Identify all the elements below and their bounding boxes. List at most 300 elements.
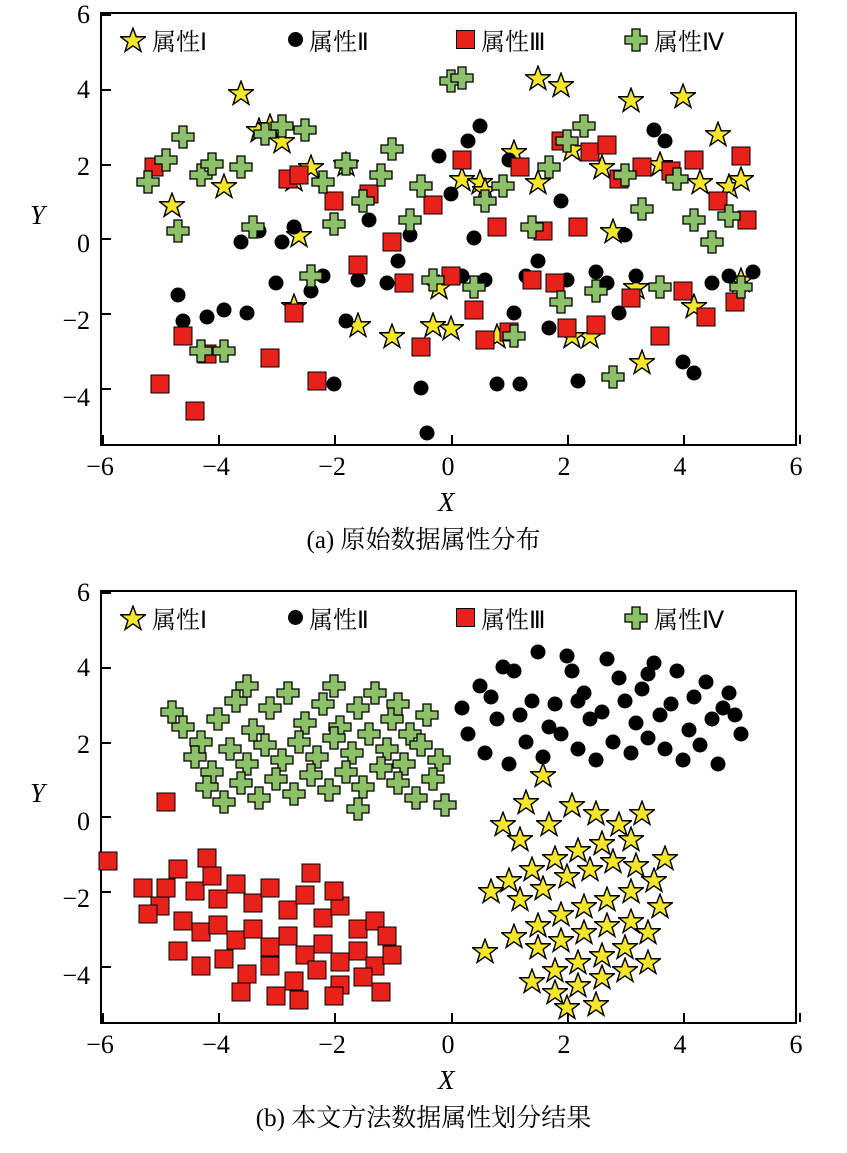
data-point-square xyxy=(313,934,332,953)
y-tick-m4-b: −4 xyxy=(62,961,90,990)
x-axis-label-a: X xyxy=(438,487,455,517)
data-point-square xyxy=(424,195,443,214)
data-point-cross xyxy=(398,208,422,232)
data-point-star xyxy=(525,65,551,91)
data-point-square xyxy=(348,919,367,938)
legend-a xyxy=(120,22,780,57)
data-point-circle xyxy=(524,693,539,708)
data-point-square xyxy=(209,915,228,934)
data-point-square xyxy=(284,972,303,991)
data-point-circle xyxy=(460,134,475,149)
cross-icon xyxy=(624,606,648,630)
data-point-circle xyxy=(536,749,551,764)
data-point-square xyxy=(307,371,326,390)
x-tick-mark xyxy=(683,1013,685,1022)
x-tick-4-a: 4 xyxy=(673,452,687,481)
x-tick-mark xyxy=(102,1013,104,1022)
x-tick-2-a: 2 xyxy=(557,452,571,481)
data-point-square xyxy=(191,923,210,942)
data-point-square xyxy=(325,987,344,1006)
data-point-square xyxy=(261,938,280,957)
data-point-circle xyxy=(391,253,406,268)
data-point-circle xyxy=(484,689,499,704)
y-tick-4-a: 4 xyxy=(77,75,90,104)
data-point-circle xyxy=(565,663,580,678)
data-point-cross xyxy=(491,174,515,198)
x-tick-4-b: 4 xyxy=(673,1030,687,1059)
x-tick-m4-a: −4 xyxy=(202,452,230,481)
y-tick-mark xyxy=(102,14,111,16)
data-point-square xyxy=(598,135,617,154)
data-point-square xyxy=(464,300,483,319)
data-point-square xyxy=(650,326,669,345)
data-point-star xyxy=(536,811,562,837)
data-point-cross xyxy=(613,163,637,187)
data-point-square xyxy=(290,990,309,1009)
data-point-circle xyxy=(629,268,644,283)
data-point-square xyxy=(226,874,245,893)
data-point-cross xyxy=(729,275,753,299)
data-point-circle xyxy=(687,366,702,381)
data-point-circle xyxy=(611,306,626,321)
data-point-star xyxy=(420,312,446,338)
data-point-star xyxy=(379,323,405,349)
data-point-square xyxy=(139,904,158,923)
data-point-circle xyxy=(170,287,185,302)
data-point-cross xyxy=(311,170,335,194)
x-tick-2-b: 2 xyxy=(557,1030,571,1059)
data-point-cross xyxy=(630,197,654,221)
data-point-circle xyxy=(681,723,696,738)
y-tick-mark xyxy=(102,816,111,818)
data-point-square xyxy=(586,315,605,334)
data-point-circle xyxy=(664,697,679,712)
data-point-square xyxy=(156,878,175,897)
data-point-circle xyxy=(704,712,719,727)
y-tick-mark xyxy=(102,388,111,390)
data-point-star xyxy=(159,192,185,218)
data-point-cross xyxy=(322,212,346,236)
plot-area-b xyxy=(100,590,797,1024)
data-point-circle xyxy=(530,253,545,268)
data-point-square xyxy=(453,150,472,169)
y-tick-mark xyxy=(102,238,111,240)
data-point-circle xyxy=(443,186,458,201)
x-tick-m2-a: −2 xyxy=(318,452,346,481)
data-point-square xyxy=(621,289,640,308)
data-point-square xyxy=(325,882,344,901)
data-point-star xyxy=(635,949,661,975)
data-point-cross xyxy=(241,215,265,239)
data-point-circle xyxy=(275,235,290,250)
data-point-square xyxy=(267,987,286,1006)
data-point-square xyxy=(412,337,431,356)
data-point-star xyxy=(618,87,644,113)
data-point-cross xyxy=(682,208,706,232)
data-point-circle xyxy=(420,426,435,441)
data-point-cross xyxy=(154,148,178,172)
y-tick-m2-a: −2 xyxy=(62,306,90,335)
data-point-square xyxy=(185,401,204,420)
data-point-cross xyxy=(136,170,160,194)
data-point-circle xyxy=(617,227,632,242)
data-point-cross xyxy=(200,152,224,176)
data-point-star xyxy=(530,875,556,901)
data-point-cross xyxy=(584,279,608,303)
data-point-cross xyxy=(293,118,317,142)
data-point-star xyxy=(583,800,609,826)
data-point-square xyxy=(168,942,187,961)
y-tick-mark xyxy=(102,313,111,315)
data-point-square xyxy=(325,192,344,211)
data-point-square xyxy=(226,930,245,949)
data-point-square xyxy=(238,964,257,983)
data-point-cross xyxy=(299,264,323,288)
data-point-square xyxy=(383,945,402,964)
x-tick-mark xyxy=(334,1013,336,1022)
data-point-cross xyxy=(346,797,370,821)
data-point-star xyxy=(652,845,678,871)
data-point-circle xyxy=(240,306,255,321)
data-point-circle xyxy=(722,686,737,701)
data-point-circle xyxy=(507,306,522,321)
data-point-square xyxy=(168,859,187,878)
data-point-cross xyxy=(462,275,486,299)
data-point-circle xyxy=(501,757,516,772)
caption-a: (a) 原始数据属性分布 xyxy=(306,527,541,554)
data-point-circle xyxy=(670,663,685,678)
data-point-square xyxy=(395,274,414,293)
data-point-star xyxy=(559,792,585,818)
data-point-square xyxy=(98,852,117,871)
data-point-circle xyxy=(362,212,377,227)
data-point-star xyxy=(629,800,655,826)
y-tick-mark xyxy=(102,667,111,669)
legend-item-star-b xyxy=(120,600,288,635)
square-icon xyxy=(456,608,475,627)
data-point-square xyxy=(278,927,297,946)
legend-item-circle-b xyxy=(288,600,456,635)
data-point-square xyxy=(487,218,506,237)
data-point-circle xyxy=(530,644,545,659)
data-point-circle xyxy=(728,708,743,723)
data-point-cross xyxy=(520,215,544,239)
data-point-square xyxy=(377,927,396,946)
data-point-cross xyxy=(450,66,474,90)
data-point-square xyxy=(214,949,233,968)
y-tick-6-b: 6 xyxy=(77,578,90,607)
data-point-circle xyxy=(559,648,574,663)
data-point-square xyxy=(197,848,216,867)
data-point-square xyxy=(557,319,576,338)
data-point-circle xyxy=(519,734,534,749)
data-point-circle xyxy=(687,689,702,704)
data-point-circle xyxy=(350,272,365,287)
data-point-square xyxy=(522,270,541,289)
y-axis-label-a: Y xyxy=(30,200,46,230)
data-point-star xyxy=(472,938,498,964)
data-point-star xyxy=(554,863,580,889)
legend-label-square-a: 属性Ⅲ xyxy=(481,30,546,56)
data-point-circle xyxy=(478,745,493,760)
data-point-star xyxy=(519,968,545,994)
data-point-circle xyxy=(553,727,568,742)
data-point-circle xyxy=(548,697,563,712)
data-point-circle xyxy=(269,276,284,291)
data-point-square xyxy=(731,147,750,166)
data-point-circle xyxy=(571,742,586,757)
star-icon xyxy=(120,605,146,631)
data-point-star xyxy=(670,83,696,109)
data-point-cross xyxy=(421,268,445,292)
data-point-square xyxy=(302,863,321,882)
data-point-star xyxy=(530,762,556,788)
data-point-cross xyxy=(601,365,625,389)
data-point-star xyxy=(513,789,539,815)
x-tick-m2-b: −2 xyxy=(318,1030,346,1059)
data-point-circle xyxy=(455,700,470,715)
data-point-circle xyxy=(658,134,673,149)
data-point-star xyxy=(577,856,603,882)
data-point-cross xyxy=(665,167,689,191)
data-point-cross xyxy=(212,339,236,363)
data-point-cross xyxy=(380,137,404,161)
legend-item-square-a xyxy=(456,22,624,57)
data-point-square xyxy=(296,886,315,905)
y-tick-m2-b: −2 xyxy=(62,884,90,913)
data-point-star xyxy=(635,919,661,945)
data-point-circle xyxy=(658,742,673,757)
data-point-circle xyxy=(286,220,301,235)
y-tick-mark xyxy=(102,742,111,744)
data-point-square xyxy=(673,281,692,300)
x-tick-mark xyxy=(218,1013,220,1022)
data-point-square xyxy=(278,901,297,920)
y-tick-mark xyxy=(102,966,111,968)
data-point-square xyxy=(307,960,326,979)
data-point-circle xyxy=(379,276,394,291)
x-tick-mark xyxy=(799,435,801,444)
y-tick-0-b: 0 xyxy=(77,807,90,836)
data-point-square xyxy=(290,165,309,184)
data-point-star xyxy=(507,886,533,912)
data-point-circle xyxy=(704,276,719,291)
x-tick-mark xyxy=(218,435,220,444)
data-point-circle xyxy=(553,194,568,209)
y-tick-2-a: 2 xyxy=(77,152,90,181)
legend-item-square-b xyxy=(456,600,624,635)
data-point-star xyxy=(501,923,527,949)
y-tick-6-a: 6 xyxy=(77,0,90,29)
cross-icon xyxy=(624,28,648,52)
data-point-square xyxy=(261,957,280,976)
y-tick-mark xyxy=(102,891,111,893)
data-point-square xyxy=(174,912,193,931)
data-point-star xyxy=(612,957,638,983)
y-tick-m4-a: −4 xyxy=(62,383,90,412)
x-tick-6-b: 6 xyxy=(789,1030,803,1059)
data-point-circle xyxy=(699,674,714,689)
data-point-circle xyxy=(582,712,597,727)
data-point-cross xyxy=(363,681,387,705)
data-point-circle xyxy=(327,377,342,392)
data-point-circle xyxy=(710,757,725,772)
data-point-square xyxy=(191,957,210,976)
data-point-circle xyxy=(617,693,632,708)
legend-label-star-b: 属性Ⅰ xyxy=(152,608,208,634)
x-tick-mark xyxy=(567,1013,569,1022)
legend-label-star-a: 属性Ⅰ xyxy=(152,30,208,56)
data-point-square xyxy=(580,143,599,162)
data-point-star xyxy=(618,878,644,904)
x-tick-mark xyxy=(567,435,569,444)
data-point-cross xyxy=(160,700,184,724)
data-point-cross xyxy=(502,324,526,348)
x-tick-mark xyxy=(102,435,104,444)
data-point-circle xyxy=(675,753,690,768)
data-point-cross xyxy=(415,703,439,727)
x-tick-mark xyxy=(683,435,685,444)
data-point-circle xyxy=(472,119,487,134)
data-point-circle xyxy=(611,671,626,686)
data-point-circle xyxy=(600,652,615,667)
legend-item-star-a xyxy=(120,22,288,57)
y-tick-mark xyxy=(102,89,111,91)
data-point-cross xyxy=(351,189,375,213)
data-point-cross xyxy=(369,163,393,187)
data-point-circle xyxy=(460,727,475,742)
data-point-square xyxy=(476,330,495,349)
data-point-square xyxy=(383,233,402,252)
data-point-circle xyxy=(338,313,353,328)
star-icon xyxy=(120,27,146,53)
data-point-circle xyxy=(489,377,504,392)
data-point-cross xyxy=(322,674,346,698)
x-tick-mark xyxy=(451,1013,453,1022)
data-point-cross xyxy=(166,219,190,243)
panel-a xyxy=(0,0,847,570)
legend-item-cross-b xyxy=(624,600,780,635)
data-point-circle xyxy=(414,381,429,396)
plot-area-a xyxy=(100,12,797,446)
data-point-square xyxy=(232,983,251,1002)
legend-b xyxy=(120,600,780,635)
data-point-square xyxy=(313,908,332,927)
data-point-cross xyxy=(700,230,724,254)
data-point-star xyxy=(228,80,254,106)
data-point-cross xyxy=(433,793,457,817)
data-point-circle xyxy=(733,727,748,742)
data-point-cross xyxy=(189,339,213,363)
data-point-star xyxy=(594,886,620,912)
data-point-cross xyxy=(409,174,433,198)
data-point-square xyxy=(331,953,350,972)
data-point-square xyxy=(185,882,204,901)
data-point-circle xyxy=(640,667,655,682)
data-point-square xyxy=(697,308,716,327)
x-tick-m6-a: −6 xyxy=(86,452,114,481)
data-point-cross xyxy=(537,155,561,179)
data-point-star xyxy=(641,867,667,893)
data-point-square xyxy=(261,878,280,897)
data-point-circle xyxy=(606,734,621,749)
data-point-square xyxy=(569,218,588,237)
data-point-square xyxy=(133,878,152,897)
data-point-circle xyxy=(635,682,650,697)
data-point-circle xyxy=(199,310,214,325)
data-point-circle xyxy=(571,693,586,708)
data-point-circle xyxy=(513,708,528,723)
data-point-square xyxy=(209,889,228,908)
legend-label-cross-b: 属性Ⅳ xyxy=(654,608,725,634)
legend-label-circle-b: 属性Ⅱ xyxy=(309,608,369,634)
legend-label-cross-a: 属性Ⅳ xyxy=(654,30,725,56)
x-tick-0-a: 0 xyxy=(441,452,455,481)
x-tick-6-a: 6 xyxy=(789,452,803,481)
y-tick-mark xyxy=(102,164,111,166)
data-point-circle xyxy=(216,302,231,317)
legend-item-cross-a xyxy=(624,22,780,57)
data-point-square xyxy=(348,255,367,274)
square-icon xyxy=(456,30,475,49)
data-point-cross xyxy=(229,155,253,179)
data-point-circle xyxy=(623,745,638,760)
data-point-square xyxy=(244,919,263,938)
y-tick-2-b: 2 xyxy=(77,730,90,759)
data-point-cross xyxy=(386,692,410,716)
data-point-star xyxy=(583,991,609,1017)
data-point-square xyxy=(156,792,175,811)
data-point-square xyxy=(203,867,222,886)
y-tick-0-a: 0 xyxy=(77,229,90,258)
data-point-circle xyxy=(652,708,667,723)
data-point-square xyxy=(261,349,280,368)
data-point-square xyxy=(348,942,367,961)
data-point-star xyxy=(600,848,626,874)
x-tick-m6-b: −6 xyxy=(86,1030,114,1059)
data-point-square xyxy=(284,304,303,323)
data-point-square xyxy=(371,983,390,1002)
legend-label-circle-a: 属性Ⅱ xyxy=(309,30,369,56)
circle-icon xyxy=(288,32,303,47)
y-tick-mark xyxy=(102,592,111,594)
caption-b: (b) 本文方法数据属性划分结果 xyxy=(255,1105,592,1132)
data-point-circle xyxy=(629,715,644,730)
x-tick-m4-b: −4 xyxy=(202,1030,230,1059)
data-point-cross xyxy=(717,204,741,228)
data-point-circle xyxy=(495,659,510,674)
data-point-cross xyxy=(276,681,300,705)
data-point-circle xyxy=(466,231,481,246)
data-point-cross xyxy=(334,152,358,176)
data-point-star xyxy=(507,826,533,852)
y-axis-label-b: Y xyxy=(30,778,46,808)
data-point-circle xyxy=(431,149,446,164)
legend-item-circle-a xyxy=(288,22,456,57)
data-point-circle xyxy=(489,712,504,727)
legend-label-square-b: 属性Ⅲ xyxy=(481,608,546,634)
data-point-circle xyxy=(513,377,528,392)
data-point-cross xyxy=(235,674,259,698)
data-point-circle xyxy=(588,753,603,768)
data-point-circle xyxy=(571,373,586,388)
data-point-square xyxy=(354,968,373,987)
data-point-circle xyxy=(693,738,708,753)
data-point-star xyxy=(647,893,673,919)
data-point-cross xyxy=(549,290,573,314)
x-tick-0-b: 0 xyxy=(441,1030,455,1059)
x-tick-mark xyxy=(451,435,453,444)
